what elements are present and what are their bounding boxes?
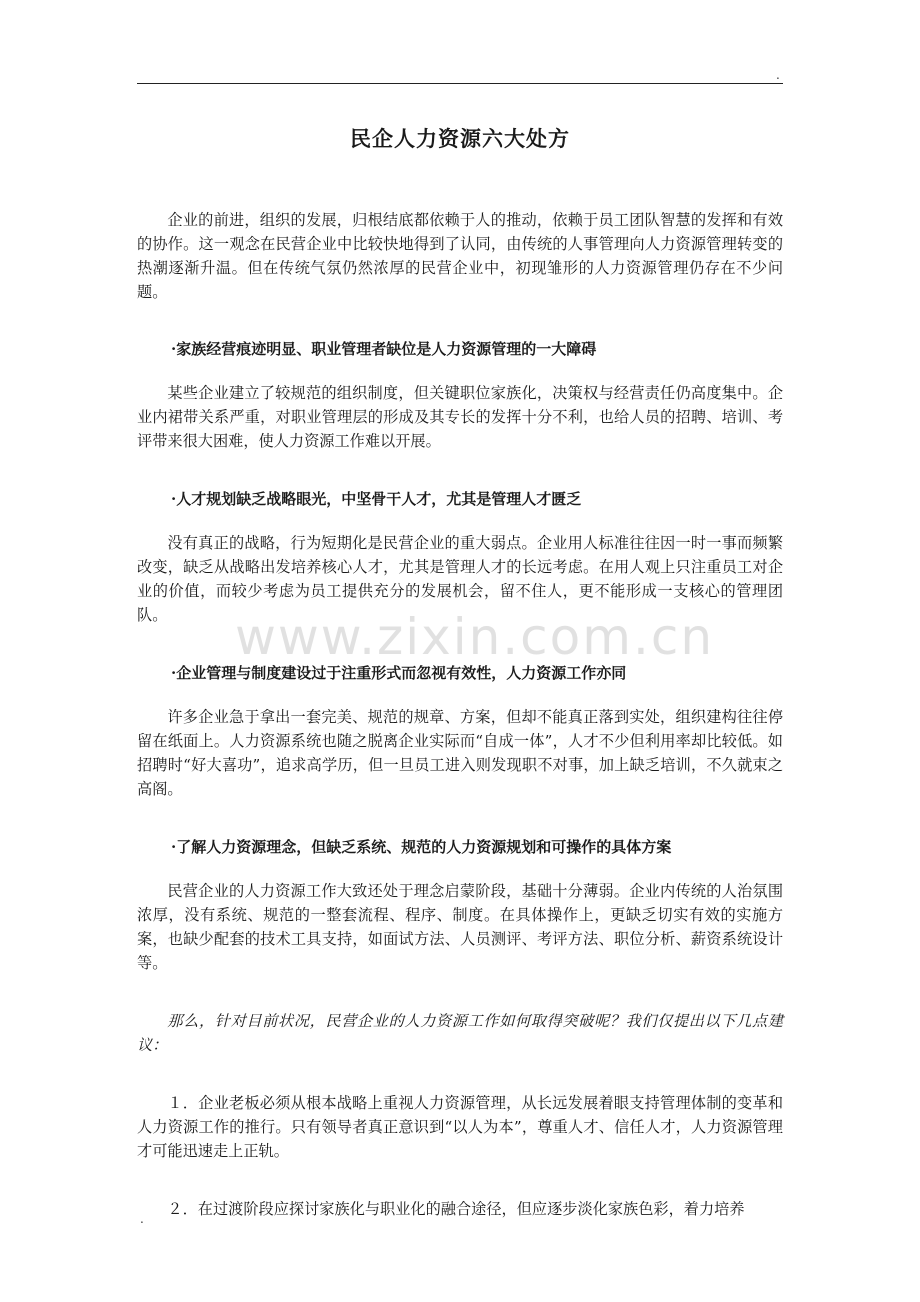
section-heading-1: ·家族经营痕迹明显、职业管理者缺位是人力资源管理的一大障碍 — [171, 340, 597, 358]
footer-mark: . — [140, 1212, 144, 1226]
header-rule — [137, 83, 783, 84]
document-body — [137, 208, 783, 1221]
question-paragraph: 那么，针对目前状况，民营企业的人力资源工作如何取得突破呢？我们仅提出以下几点建议： — [137, 1012, 783, 1054]
suggestion-1: １．企业老板必须从根本战略上重视人力资源管理，从长远发展着眼支持管理体制的变革和人力资源工作的推行。只有领导者真正意识到“以人为本”，尊重人才、信任人才，人力资源管理才可能迅速走上正轨。 — [137, 1094, 783, 1160]
header-mark: . — [776, 68, 780, 82]
section-paragraph-3: 许多企业急于拿出一套完美、规范的规章、方案，但却不能真正落到实处，组织建构往往停留在纸面上。人力资源系统也随之脱离企业实际而“自成一体”，人才不少但利用率却比较低。如招聘时“好大喜功”，追求高学历，但一旦员工进入则发现职不对事，加上缺乏培训，不久就束之高阁。 — [137, 708, 783, 798]
page-title: 民企人力资源六大处方 — [350, 126, 570, 151]
section-paragraph-4: 民营企业的人力资源工作大致还处于理念启蒙阶段，基础十分薄弱。企业内传统的人治氛围浓厚，没有系统、规范的一整套流程、程序、制度。在具体操作上，更缺乏切实有效的实施方案，也缺少配套的技术工具支持，如面试方法、人员测评、考评方法、职位分析、薪资系统设计等。 — [137, 882, 783, 972]
watermark: www.zixin.com.cn — [235, 608, 715, 666]
section-paragraph-1: 某些企业建立了较规范的组织制度，但关键职位家族化，决策权与经营责任仍高度集中。企业内裙带关系严重，对职业管理层的形成及其专长的发挥十分不利，也给人员的招聘、培训、考评带来很大困难，使人力资源工作难以开展。 — [137, 384, 783, 450]
section-paragraph-2: 没有真正的战略，行为短期化是民营企业的重大弱点。企业用人标准往往因一时一事而频繁改变，缺乏从战略出发培养核心人才，尤其是管理人才的长远考虑。在用人观上只注重员工对企业的价值，而较少考虑为员工提供充分的发展机会，留不住人，更不能形成一支核心的管理团队。 — [137, 534, 783, 624]
section-heading-3: ·企业管理与制度建设过于注重形式而忽视有效性，人力资源工作亦同 — [171, 664, 627, 682]
section-heading-2: ·人才规划缺乏战略眼光，中坚骨干人才，尤其是管理人才匮乏 — [171, 490, 582, 508]
suggestion-2: ２．在过渡阶段应探讨家族化与职业化的融合途径，但应逐步淡化家族色彩，着力培养 — [167, 1200, 745, 1218]
intro-paragraph: 企业的前进，组织的发展，归根结底都依赖于人的推动，依赖于员工团队智慧的发挥和有效的协作。这一观念在民营企业中比较快地得到了认同，由传统的人事管理向人力资源管理转变的热潮逐渐升温。但在传统气氛仍然浓厚的民营企业中，初现雏形的人力资源管理仍存在不少问题。 — [137, 211, 783, 301]
section-heading-4: ·了解人力资源理念，但缺乏系统、规范的人力资源规划和可操作的具体方案 — [171, 838, 672, 856]
